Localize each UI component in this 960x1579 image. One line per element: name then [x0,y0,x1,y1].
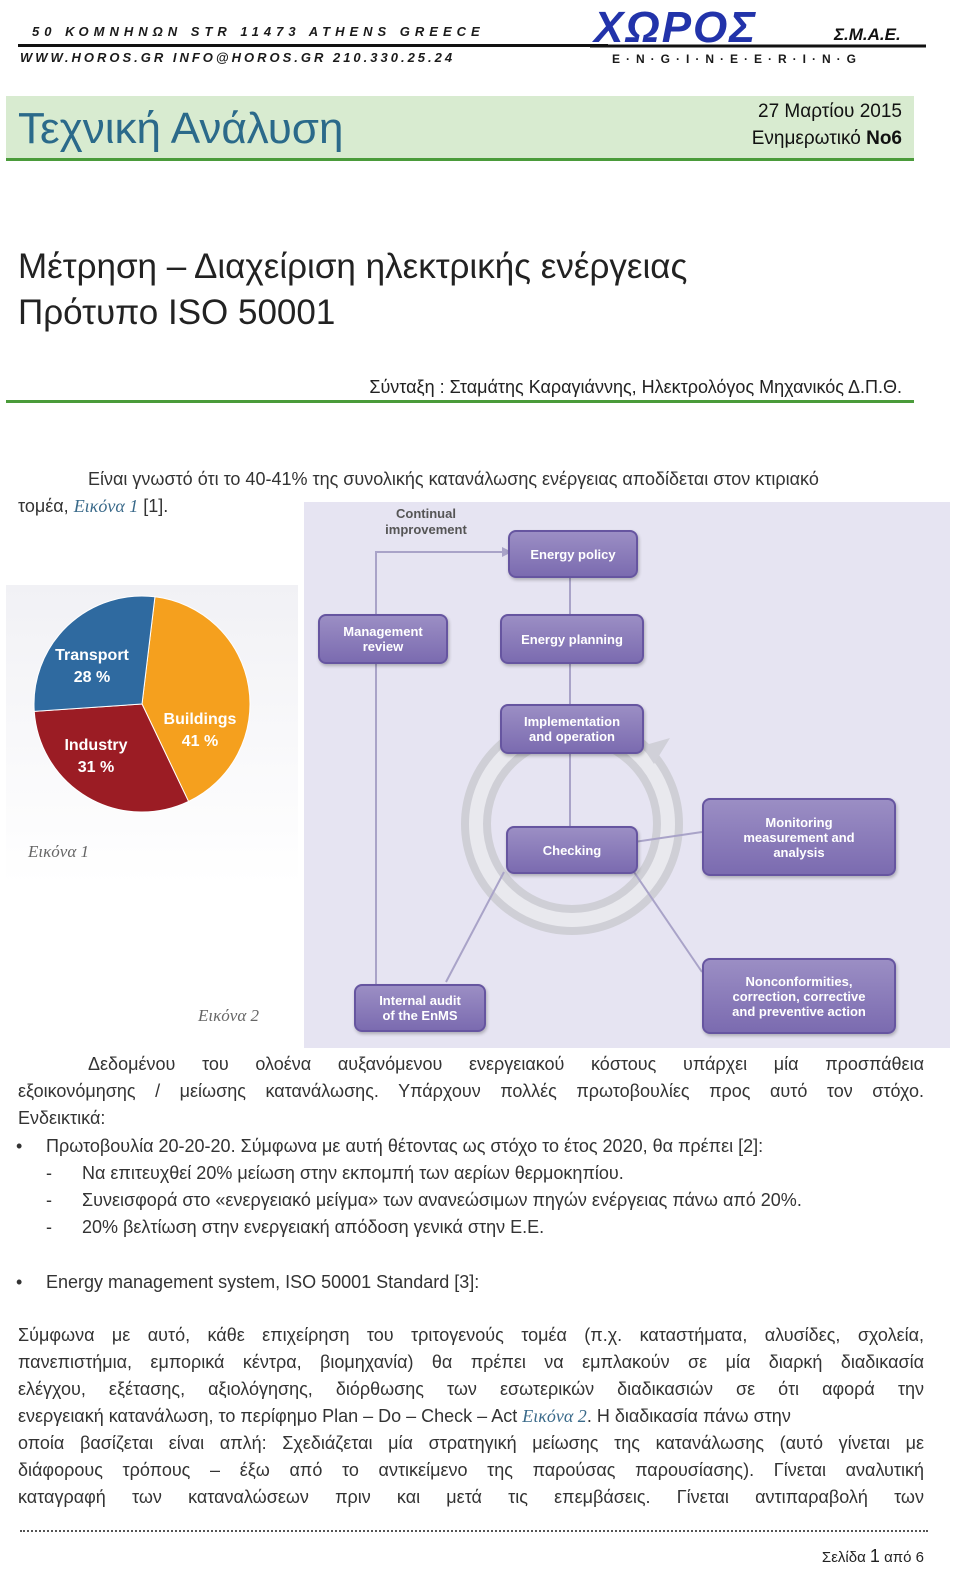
pie-value-industry: 31 % [77,759,115,776]
pie-label-transport: Transport [55,647,129,664]
continual-improvement-label-1: Continual [396,506,456,521]
banner-date: 27 Μαρτίου 2015 [758,101,902,122]
p3-line4-post: . Η διαδικασία πάνω στην [586,1406,791,1426]
monitoring-label-2: measurement and [743,829,855,845]
page-of-label: από [884,1549,912,1566]
internal-audit-box [354,984,486,1032]
sub2-text: Συνεισφορά στο «ενεργειακό μείγμα» των ανανεώσιμων πηγών ενέργειας πάνω από 20%. [82,1190,802,1210]
page-total: 6 [915,1549,924,1566]
header-contact: WWW.HOROS.GR INFO@HOROS.GR 210.330.25.24 [20,50,456,65]
sub-dash-3: - [46,1217,52,1237]
energy-policy-label: Energy policy [530,546,616,562]
logo-text: ΧΩΡΟΣ [594,4,758,52]
page-number [822,1546,924,1567]
nonconformities-label-2: correction, corrective [732,988,866,1004]
sub1-text: Να επιτευχθεί 20% μείωση στην εκπομπή των αερίων θερμοκηπίου. [82,1163,624,1183]
p3-line3: ελέγχου, εξέτασης, αξιολόγησης, διόρθωσης των εσωτερικών διαδικασιών σε ότι αφορά την [18,1379,924,1399]
article-title-line2: Πρότυπο ISO 50001 [18,293,336,332]
p3-line4-pre: ενεργειακή κατανάλωση, το περίφημο Plan – Do – Check – Act [18,1406,518,1426]
footer-divider [20,1530,928,1532]
cycle-ring-highlight [476,728,668,920]
header-rule [18,44,608,47]
intro-figure-ref[interactable]: Εικόνα 1 [73,496,139,516]
bulletin-number: Νο6 [866,128,902,149]
article-author: Σύνταξη : Σταμάτης Καραγιάννης, Ηλεκτρολόγος Μηχανικός Δ.Π.Θ. [369,377,902,397]
pie-label-buildings: Buildings [163,711,237,728]
sub-dash-1: - [46,1163,52,1183]
p2-line3: Ενδεικτικά: [18,1108,106,1128]
logo-subtitle: E·N·G·I·N·E·E·R·I·N·G [612,52,862,66]
logo-suffix: Σ.Μ.Α.Ε. [834,25,901,44]
p3-line1: Σύμφωνα με αυτό, κάθε επιχείρηση του τριτογενούς τομέα (π.χ. καταστήματα, αλυσίδες, σχολεία, [18,1325,924,1345]
continual-improvement-label-2: improvement [385,522,467,537]
banner-title: Τεχνική Ανάλυση [18,104,344,153]
p3-line4 [18,1403,924,1430]
internal-audit-label-2: of the EnMS [382,1008,458,1023]
bullet1-text: Πρωτοβουλία 20-20-20. Σύμφωνα με αυτή θέτοντας ως στόχο το έτος 2020, θα πρέπει [2]: [46,1136,764,1156]
author-rule [6,400,914,403]
p3-line6: διάφορους τρόπους – έξω από το αντικείμενο της παρούσας παρουσίασης). Γίνεται αναλυτική [18,1460,924,1480]
p2-line2: εξοικονόμησης / μείωσης κατανάλωσης. Υπάρχουν πολλές πρωτοβουλίες προς αυτό τον στόχο. [18,1081,924,1101]
p3-line5: οποία βασίζεται είναι απλή: Σχεδιάζεται μία στρατηγική μείωσης της κατανάλωσης (αυτό γίνεται με [18,1433,924,1453]
implementation-label-2: and operation [529,729,615,744]
internal-audit-label-1: Internal audit [379,993,461,1008]
sub-dash-2: - [46,1190,52,1210]
figure2-caption: Εικόνα 2 [198,1006,259,1025]
p3-line2: πανεπιστήμια, εμπορικά κέντρα, βιομηχανία) θα πρέπει να εμπλακούν σε μία διαρκή διαδικασία [18,1352,924,1372]
energy-planning-box [500,614,644,664]
intro-line1: Είναι γνωστό ότι το 40-41% της συνολικής κατανάλωσης ενέργειας αποδίδεται στον κτιριακό [88,469,819,489]
management-review-box [318,614,448,664]
monitoring-label-1: Monitoring [765,814,833,830]
energy-policy-box [508,530,638,578]
nonconformities-box [702,958,896,1034]
p2-line1: Δεδομένου του ολοένα αυξανόμενου ενεργειακού κόστους υπάρχει μία προσπάθεια [88,1054,924,1074]
monitoring-box [702,798,896,876]
pie-label-industry: Industry [64,737,128,754]
bullet-dot-1: • [16,1136,23,1156]
pie-value-buildings: 41 % [181,733,219,750]
intro-citation[interactable]: [1]. [143,496,169,516]
nonconformities-label-1: Nonconformities, [745,973,853,989]
banner-bulletin [752,125,902,152]
energy-planning-label: Energy planning [521,631,623,647]
figure1-caption: Εικόνα 1 [28,842,89,861]
p3-line7: καταγραφή των καταναλώσεων πριν και μετά τις επεμβάσεις. Γίνεται αντιπαραβολή των [18,1487,924,1507]
management-review-label-2: review [362,639,404,654]
page-current: 1 [869,1546,880,1566]
sub3-text: 20% βελτίωση στην ενεργειακή απόδοση γενικά στην Ε.Ε. [82,1217,545,1237]
page-label: Σελίδα [821,1549,866,1566]
intro-prefix: τομέα, [18,496,69,516]
figure1-pie-chart [24,592,264,822]
monitoring-label-3: analysis [773,844,825,860]
intro-line2 [18,493,168,520]
p3-figure-ref[interactable]: Εικόνα 2 [522,1406,587,1426]
article-title-line1: Μέτρηση – Διαχείριση ηλεκτρικής ενέργειας [18,247,688,286]
nonconformities-label-3: and preventive action [732,1003,866,1019]
bulletin-label: Ενημερωτικό [751,128,861,149]
implementation-label-1: Implementation [523,714,621,729]
checking-label: Checking [542,842,602,858]
article-title [18,244,687,336]
management-review-label-1: Management [343,624,423,639]
checking-box [506,826,638,874]
pie-value-transport: 28 % [73,669,111,686]
bullet-dot-2: • [16,1272,23,1292]
banner-date-block [752,98,902,152]
implementation-box [500,704,644,754]
header-address: 50 ΚΟΜΝΗΝΩΝ STR 11473 ATHENS GREECE [32,24,485,39]
bullet2-text: Energy management system, ISO 50001 Standard [3]: [46,1272,480,1292]
